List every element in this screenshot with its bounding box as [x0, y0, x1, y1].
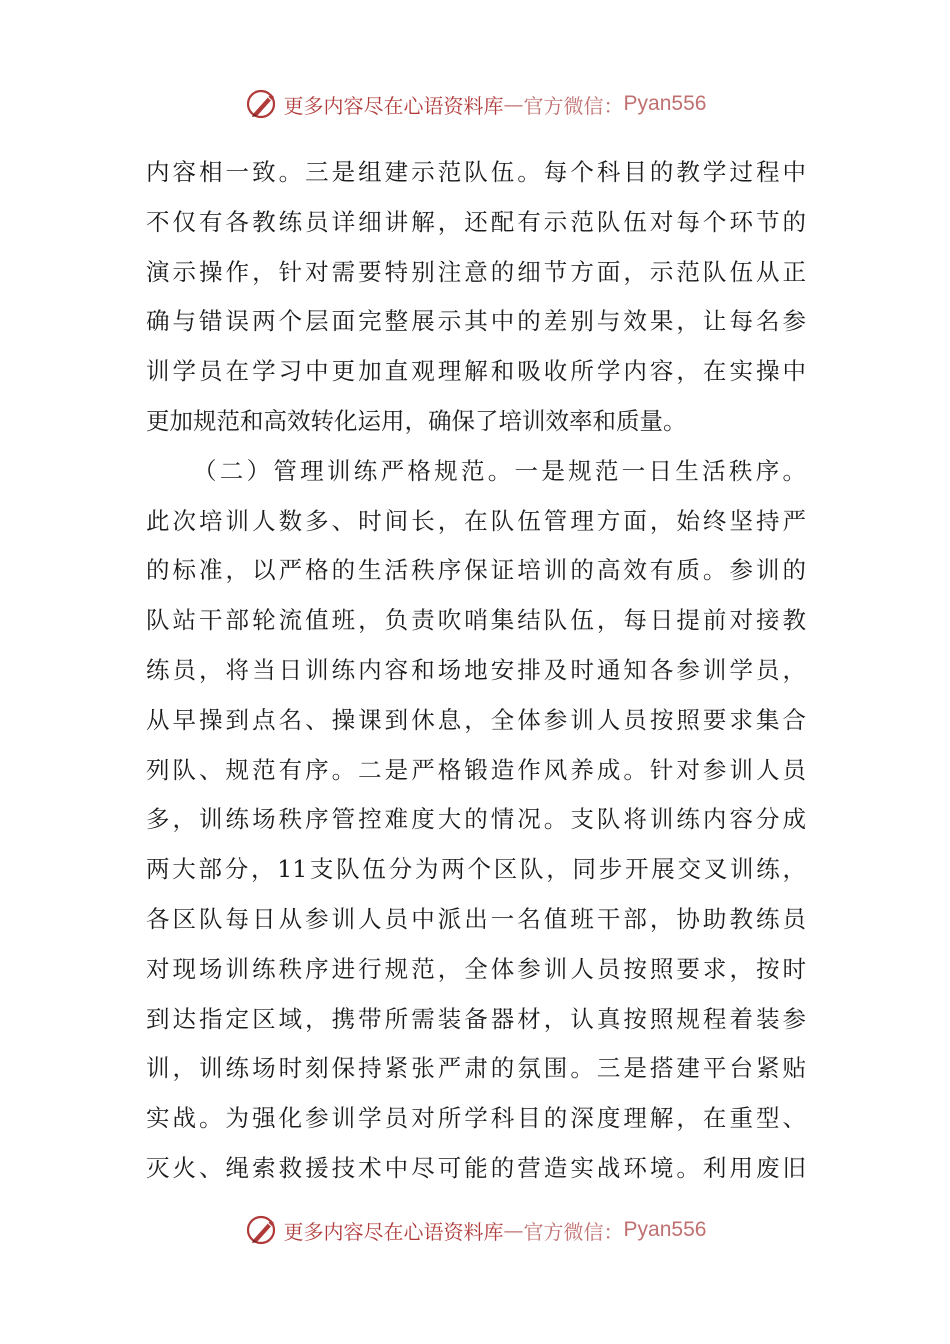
text-line: 确与错误两个层面完整展示其中的差别与效果，让每名参 — [146, 307, 806, 336]
footer-watermark — [0, 1210, 950, 1250]
text-line: 训学员在学习中更加直观理解和吸收所学内容，在实操中 — [146, 357, 806, 386]
text-line: 从早操到点名、操课到休息，全体参训人员按照要求集合 — [146, 705, 806, 734]
text-line: 的标准，以严格的生活秩序保证培训的高效有质。参训的 — [146, 556, 806, 585]
text-line: 队站干部轮流值班，负责吹哨集结队伍，每日提前对接教 — [146, 606, 806, 635]
footer-wechat-id: Pyan556 — [623, 1218, 707, 1241]
text-line: 两大部分，11支队伍分为两个区队，同步开展交叉训练， — [146, 855, 806, 884]
header-wechat-label: 官方微信： — [523, 93, 624, 118]
text-line: 多，训练场秩序管控难度大的情况。支队将训练内容分成 — [146, 805, 806, 834]
text-line: 对现场训练秩序进行规范，全体参训人员按照要求，按时 — [146, 954, 806, 983]
footer-brand-text: 更多内容尽在心语资料库 — [283, 1219, 504, 1244]
header-watermark — [0, 84, 950, 124]
header-wechat-id: Pyan556 — [623, 92, 707, 115]
text-line: 演示操作，针对需要特别注意的细节方面，示范队伍从正 — [146, 257, 806, 286]
text-line: 此次培训人数多、时间长，在队伍管理方面，始终坚持严 — [146, 506, 806, 535]
text-line: 不仅有各教练员详细讲解，还配有示范队伍对每个环节的 — [146, 207, 806, 236]
section-heading-line: （二）管理训练严格规范。一是规范一日生活秩序。 — [193, 456, 806, 485]
text-line: 内容相一致。三是组建示范队伍。每个科目的教学过程中 — [146, 158, 806, 186]
text-line: 到达指定区域，携带所需装备器材，认真按照规程着装参 — [146, 1004, 806, 1033]
pen-logo-icon — [244, 86, 280, 122]
text-line: 列队、规范有序。二是严格锻造作风养成。针对参训人员 — [146, 755, 806, 784]
text-line: 实战。为强化参训学员对所学科目的深度理解，在重型、 — [146, 1104, 806, 1133]
footer-wechat-label: 官方微信： — [523, 1219, 624, 1244]
pen-logo-icon — [244, 1212, 280, 1248]
header-brand-text: 更多内容尽在心语资料库 — [283, 93, 504, 118]
footer-dash: — — [503, 1218, 524, 1242]
text-line: 练员，将当日训练内容和场地安排及时通知各参训学员， — [146, 655, 806, 684]
text-line: 更加规范和高效转化运用，确保了培训效率和质量。 — [146, 406, 687, 435]
text-line: 灭火、绳索救援技术中尽可能的营造实战环境。利用废旧 — [146, 1153, 806, 1182]
text-line: 各区队每日从参训人员中派出一名值班干部，协助教练员 — [146, 904, 806, 933]
text-line: 训，训练场时刻保持紧张严肃的氛围。三是搭建平台紧贴 — [146, 1054, 806, 1083]
header-dash: — — [503, 92, 524, 116]
document-body — [146, 148, 806, 1194]
